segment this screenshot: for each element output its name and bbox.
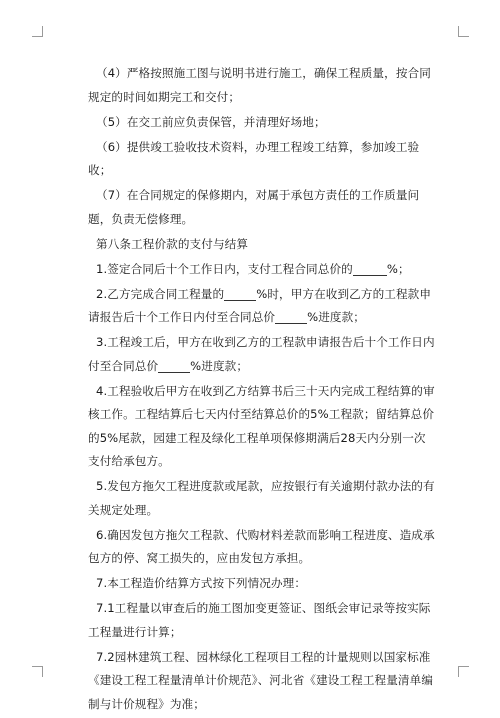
corner-mark-top-left bbox=[32, 26, 43, 37]
blank-underline bbox=[353, 261, 387, 276]
paragraph-text: 7.2园林建筑工程、园林绿化工程项目工程的计量规则以国家标准《建设工程工程量清单计价规范》、河北省《建设工程工程量清单编制与计价规程》为准； bbox=[88, 649, 434, 711]
section-heading-article-8 bbox=[88, 233, 435, 257]
paragraph-payment-3 bbox=[88, 331, 435, 378]
paragraph-settlement-7-2 bbox=[88, 646, 435, 717]
paragraph-settlement-7 bbox=[88, 572, 435, 596]
paragraph-clause-7 bbox=[88, 184, 435, 231]
blank-underline bbox=[275, 309, 307, 324]
paragraph-text: %时，甲方在收到乙方的工程款申请报告后十个工作日内付至合同总价 bbox=[88, 286, 432, 324]
paragraph-text: 5.发包方拖欠工程进度款或尾款，应按银行有关逾期付款办法的有关规定处理。 bbox=[88, 479, 435, 517]
paragraph-text: 2.乙方完成合同工程量的 bbox=[96, 286, 225, 301]
paragraph-payment-2 bbox=[88, 283, 435, 330]
corner-mark-bottom-left bbox=[32, 666, 43, 677]
blank-underline bbox=[224, 286, 256, 301]
paragraph-payment-1 bbox=[88, 258, 435, 282]
paragraph-text: %； bbox=[386, 261, 410, 276]
paragraph-text: %进度款； bbox=[307, 310, 366, 324]
paragraph-text: （5）在交工前应负责保管，并清理好场地； bbox=[96, 114, 326, 129]
paragraph-text: 1.签定合同后十个工作日内，支付工程合同总价的 bbox=[96, 261, 353, 276]
paragraph-payment-5 bbox=[88, 475, 435, 522]
paragraph-payment-4 bbox=[88, 380, 435, 474]
corner-mark-top-right bbox=[458, 26, 469, 37]
paragraph-text: （4）严格按照施工图与说明书进行施工，确保工程质量，按合同规定的时间如期完工和交付； bbox=[88, 66, 431, 104]
paragraph-clause-6 bbox=[88, 136, 435, 183]
paragraph-text: （7）在合同规定的保修期内，对属于承包方责任的工作质量问题，负责无偿修理。 bbox=[88, 188, 420, 226]
paragraph-text: 7.1工程量以审查后的施工图加变更签证、图纸会审记录等按实际工程量进行计算； bbox=[88, 601, 431, 639]
corner-mark-bottom-right bbox=[458, 666, 469, 677]
paragraph-text: 6.确因发包方拖欠工程款、代购材料差款而影响工程进度、造成承包方的停、窝工损失的，应由发包方承担。 bbox=[88, 527, 435, 565]
paragraph-text: 4.工程验收后甲方在收到乙方结算书后三十天内完成工程结算的审核工作。工程结算后七天内付至结算总价的5%工程款；留结算总价的5%尾款，园建工程及绿化工程单项保修期满后28天内分别一次支付给承包方。 bbox=[88, 383, 435, 468]
paragraph-clause-5 bbox=[88, 111, 435, 135]
paragraph-settlement-7-1 bbox=[88, 597, 435, 644]
blank-underline bbox=[158, 358, 190, 373]
paragraph-text: %进度款； bbox=[190, 358, 249, 373]
paragraph-payment-6 bbox=[88, 524, 435, 571]
document-body bbox=[88, 62, 435, 718]
paragraph-text: 7.本工程造价结算方式按下列情况办理： bbox=[96, 576, 307, 590]
heading-text: 第八条工程价款的支付与结算 bbox=[96, 236, 249, 251]
paragraph-text: 3.工程竣工后，甲方在收到乙方的工程款申请报告后十个工作日内付至合同总价 bbox=[88, 335, 435, 373]
paragraph-clause-4 bbox=[88, 62, 435, 109]
paragraph-text: （6）提供竣工验收技术资料，办理工程竣工结算，参加竣工验收； bbox=[88, 139, 420, 177]
